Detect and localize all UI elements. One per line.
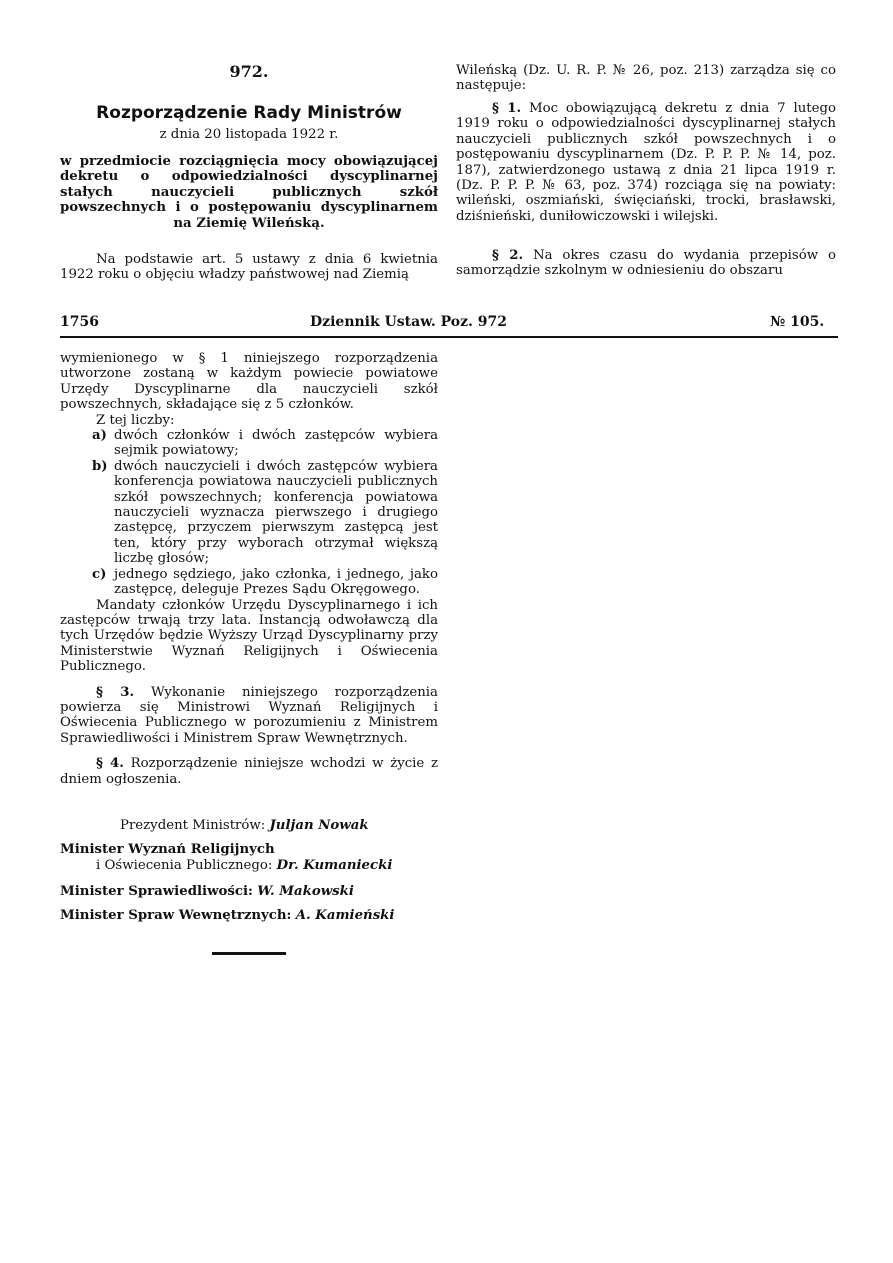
signature-name: W. Makowski (257, 884, 354, 899)
paragraph-2-label: § 2. (492, 248, 524, 263)
list-item (60, 567, 438, 598)
signature-prime-minister (120, 818, 369, 834)
paragraph-1-text: Moc obowiązującą dekretu z dnia 7 lutego 1919 roku o odpowiedzialności dyscyplinarnej stałych nauczycieli publicznych szkół powszechnych i o postępowaniu dyscyplinarnem (Dz. P. P. P. № 14, poz. 187), zatwierdzonego ustawą z dnia 21 lipca 1919 r. (Dz. P. P. P. № 63, poz. 374) rozciąga się na powiaty: wileński, oszmiański, święciański, trocki, brasławski, dziśnieński, duniłowiczowski i wilejski. (456, 101, 837, 224)
act-number: 972. (229, 62, 269, 81)
paragraph-3 (60, 685, 438, 747)
signature-role: Minister Wyznań Religijnych (60, 842, 275, 857)
paragraph-2-text: Na okres czasu do wydania przepisów o samorządzie szkolnym w odniesieniu do obszaru (456, 248, 836, 279)
signature-role-continued: i Oświecenia Publicznego: (96, 858, 273, 873)
paragraph-4-label: § 4. (96, 756, 124, 772)
list-item (60, 428, 438, 459)
signature-interior-minister (60, 908, 394, 924)
legal-basis: Na podstawie art. 5 ustawy z dnia 6 kwietnia 1922 roku o objęciu władzy państwowej nad Ziemią (60, 252, 438, 283)
signature-justice-minister (60, 884, 354, 900)
list-item-label: c) (92, 566, 107, 582)
signature-role: Prezydent Ministrów: (120, 818, 266, 833)
signature-name: Dr. Kumaniecki (276, 858, 393, 873)
signature-role: Minister Spraw Wewnętrznych: (60, 908, 292, 923)
act-title: Rozporządzenie Rady Ministrów (96, 103, 402, 123)
journal-title: Dziennik Ustaw. Poz. 972 (310, 314, 507, 330)
paragraph-1-label: § 1. (492, 101, 522, 116)
list-item-label: a) (92, 428, 107, 444)
signature-role: Minister Sprawiedliwości: (60, 884, 253, 899)
paragraph-3-label: § 3. (96, 684, 135, 700)
paragraph-1 (456, 101, 836, 224)
signature-name: A. Kamieński (295, 908, 395, 923)
paragraph-4 (60, 756, 438, 787)
signature-religion-minister (60, 842, 392, 874)
paragraph-2 (456, 248, 836, 279)
mandates-text: Mandaty członków Urzędu Dyscyplinarnego i ich zastępców trwają trzy lata. Instancją odwoławczą dla tych Urzędów będzie Wyższy Urząd Dyscyplinarny przy Ministerstwie Wyznań Religijnych i Oświecenia Publicznego. (60, 597, 438, 675)
paragraph-4-text: Rozporządzenie niniejsze wchodzi w życie z dniem ogłoszenia. (60, 756, 438, 787)
list-item (60, 459, 438, 567)
issue-number: № 105. (770, 314, 825, 330)
list-item-text: dwóch członków i dwóch zastępców wybiera sejmik powiatowy; (114, 428, 438, 459)
page-number: 1756 (60, 314, 99, 330)
body-lead: Z tej liczby: (96, 412, 175, 428)
list-item-text: jednego sędziego, jako członka, i jednego, jako zastępcę, deleguje Prezes Sądu Okręgowego. (114, 566, 438, 598)
act-date: z dnia 20 listopada 1922 r. (159, 127, 339, 142)
signature-name: Juljan Nowak (269, 818, 369, 833)
body-intro: wymienionego w § 1 niniejszego rozporządzenia utworzone zostaną w każdym powiecie powiatowe Urzędy Dyscyplinarne dla nauczycieli szkół powszechnych, składające się z 5 członków. (60, 351, 438, 413)
body-column (60, 351, 438, 787)
header-rule (60, 336, 838, 338)
paragraph-3-text: Wykonanie niniejszego rozporządzenia powierza się Ministrowi Wyznań Religijnych i Oświecenia Publicznego w porozumieniu z Ministrem Sprawiedliwości i Ministrem Spraw Wewnętrznych. (60, 684, 438, 746)
list-item-label: b) (92, 458, 108, 474)
act-subject: w przedmiocie rozciągnięcia mocy obowiązującej dekretu o odpowiedzialności dyscyplinarnej stałych nauczycieli publicznych szkół powszechnych i o postępowaniu dyscyplinarnem na Ziemię Wileńską. (60, 154, 438, 231)
legal-basis-continuation: Wileńską (Dz. U. R. P. № 26, poz. 213) zarządza się co następuje: (456, 63, 836, 94)
list-item-text: dwóch nauczycieli i dwóch zastępców wybiera konferencja powiatowa nauczycieli publicznych szkół powszechnych; konferencja powiatowa nauczycieli wyznacza pierwszego i drugiego zastępcę, przyczem pierwszym zastępcą jest ten, który przy wyborach otrzymał większą liczbę głosów; (114, 458, 438, 567)
closing-rule (212, 952, 286, 955)
